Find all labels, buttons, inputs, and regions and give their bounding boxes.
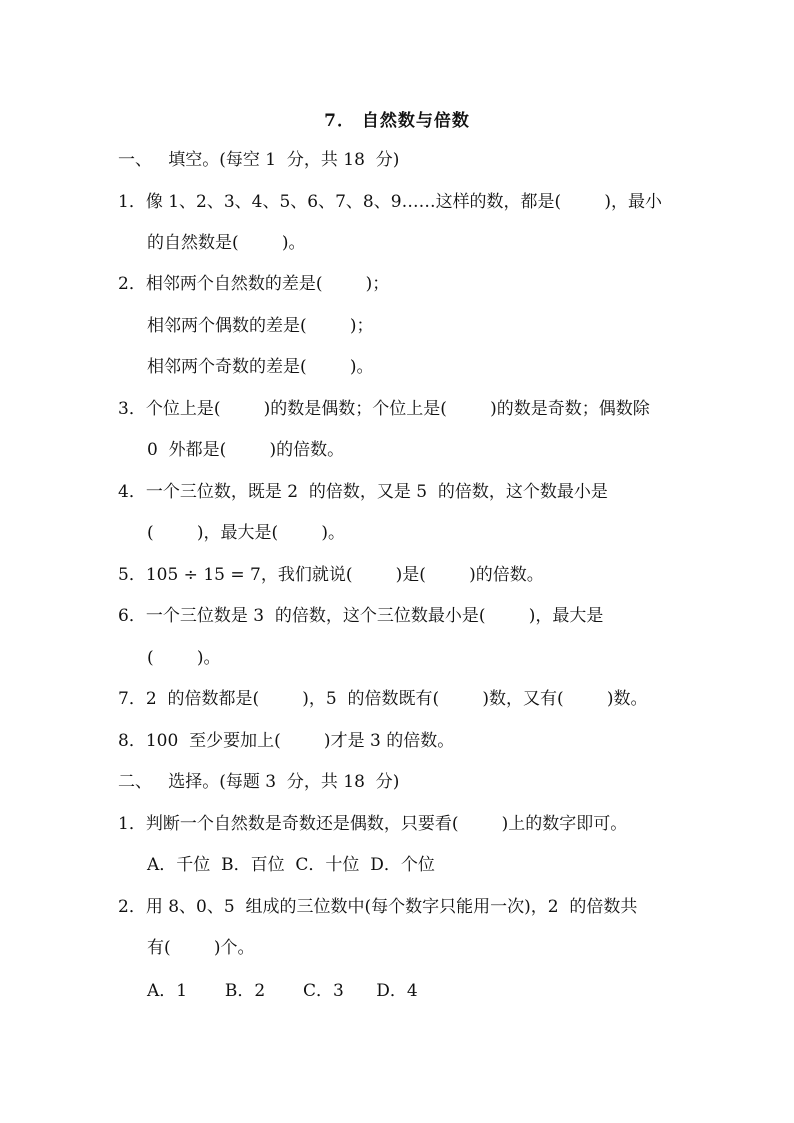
s1-q6-line1: 6．一个三位数是 3 的倍数，这个三位数最小是( )，最大是 (118, 606, 604, 626)
s1-q1-line2: 的自然数是( )。 (147, 233, 306, 253)
s2-q1-line1: 1．判断一个自然数是奇数还是偶数，只要看( )上的数字即可。 (118, 814, 628, 834)
s2-q1-options: A．千位 B．百位 C．十位 D．个位 (147, 855, 435, 875)
s1-q8-line1: 8．100 至少要加上( )才是 3 的倍数。 (118, 731, 455, 751)
s1-q2-line2: 相邻两个偶数的差是( )； (147, 316, 374, 336)
s1-q6-line2: ( )。 (147, 648, 221, 668)
s2-q2-line1: 2．用 8、0、5 组成的三位数中(每个数字只能用一次)，2 的倍数共 (118, 897, 638, 917)
s1-q4-line2: ( )，最大是( )。 (147, 523, 345, 543)
s1-q4-line1: 4．一个三位数，既是 2 的倍数，又是 5 的倍数，这个数最小是 (118, 482, 608, 502)
s1-q1-line1: 1．像 1、2、3、4、5、6、7、8、9……这样的数，都是( )，最小 (118, 192, 663, 212)
s1-q3-line1: 3．个位上是( )的数是偶数；个位上是( )的数是奇数；偶数除 (118, 399, 650, 419)
section-1-heading: 一、 填空。(每空 1 分，共 18 分) (118, 150, 400, 170)
s2-q2-options: A．1 B．2 C．3 D．4 (147, 981, 418, 1001)
section-2-heading: 二、 选择。(每题 3 分，共 18 分) (118, 772, 400, 792)
s2-q2-line2: 有( )个。 (147, 938, 255, 958)
s1-q7-line1: 7．2 的倍数都是( )，5 的倍数既有( )数，又有( )数。 (118, 689, 648, 709)
s1-q2-line1: 2．相邻两个自然数的差是( )； (118, 274, 390, 294)
s1-q2-line3: 相邻两个奇数的差是( )。 (147, 357, 374, 377)
s1-q3-line2: 0 外都是( )的倍数。 (147, 440, 345, 460)
page-title: 7． 自然数与倍数 (324, 111, 470, 131)
s1-q5-line1: 5．105 ÷ 15 = 7，我们就说( )是( )的倍数。 (118, 565, 544, 585)
